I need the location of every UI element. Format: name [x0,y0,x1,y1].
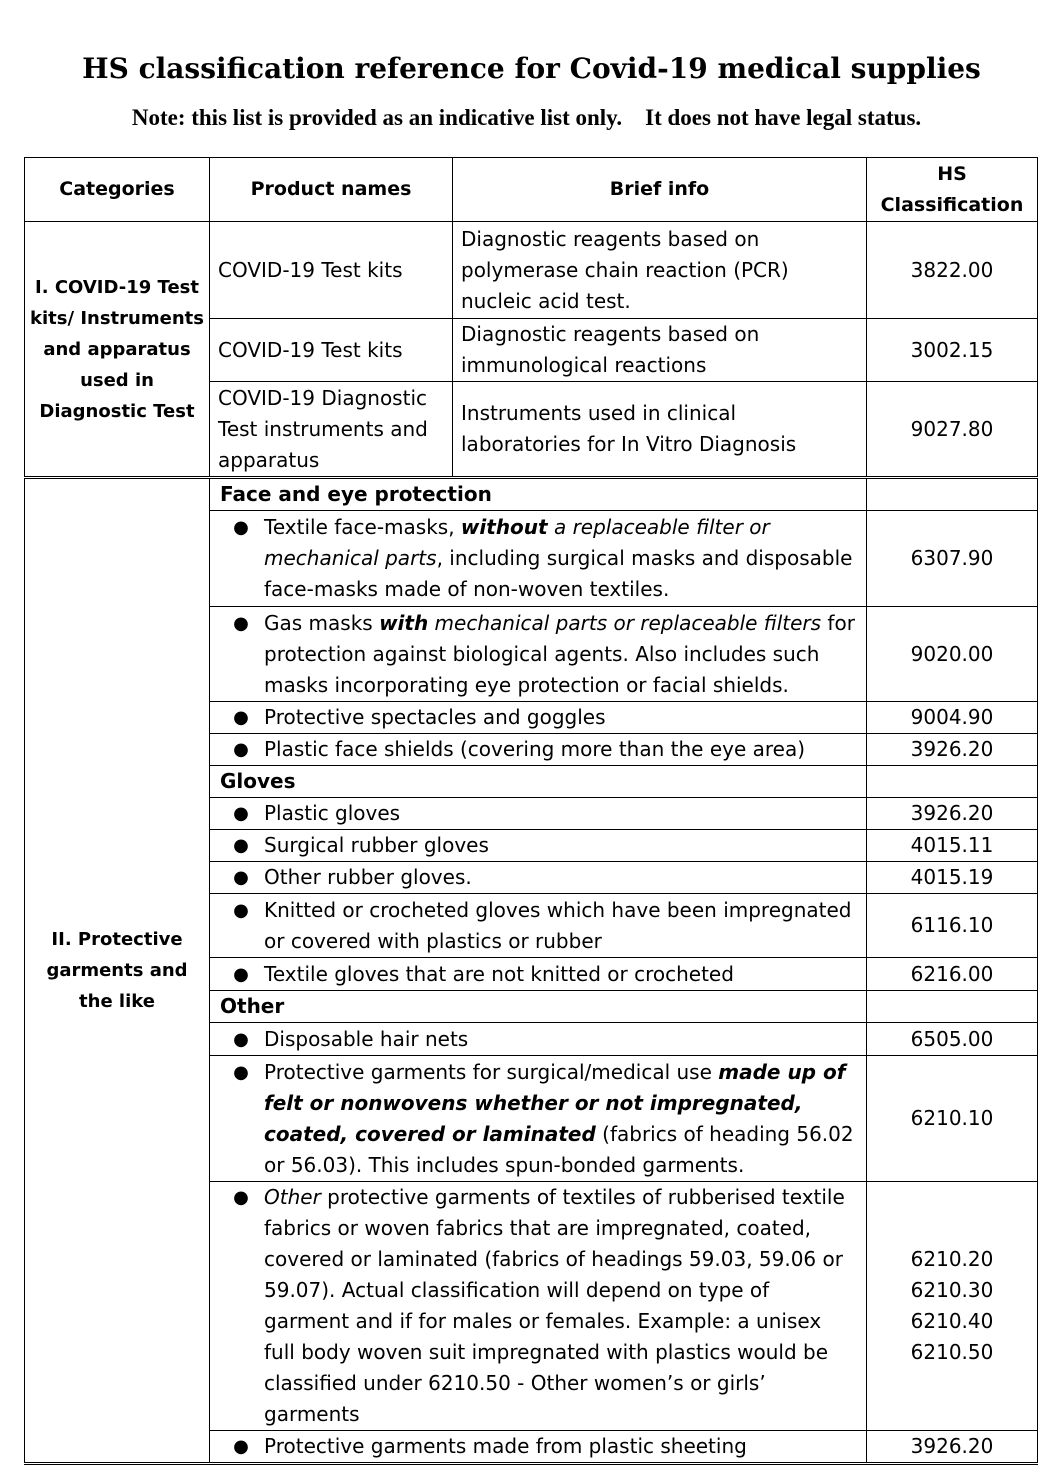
hs-code-cell-empty [867,478,1038,511]
header-brief-info: Brief info [453,158,867,222]
item-cell [210,607,867,702]
item-text: Plastic face shields (covering more than the eye area) [264,737,806,761]
hs-classification-table [24,157,1038,1465]
header-product-names: Product names [210,158,453,222]
item-text: Plastic gloves [264,801,401,825]
item-text: Disposable hair nets [264,1026,469,1051]
hs-code-cell: 3822.00 [867,222,1038,319]
hs-code-cell: 3926.20 [867,798,1038,830]
item-cell [210,798,867,830]
brief-info-cell: Diagnostic reagents based on immunological reactions [453,319,867,382]
hs-code: 6210.20 [910,1247,994,1271]
hs-code: 6210.30 [910,1278,994,1302]
hs-code-cell: 3926.20 [867,1431,1038,1464]
item-text: Other protective garments of textiles of rubberised textile fabrics or woven fabrics that are impregnated, coated, covered or laminated (fabrics of headings 59.03, 59.06 or 59.07). Actual classification will depend on type of garment and if for males or females. Example: a unisex full body woven suit impregnated with plastics would be classified under 6210.50 - Other women’s or girls’ garments [264,1185,845,1426]
hs-code-cell: 9027.80 [867,382,1038,478]
item-text: Gas masks with mechanical parts or replaceable filters for protection against biological agents. Also includes such masks incorporating eye protection or facial shields. [264,610,855,697]
bullet-icon: ● [233,867,249,888]
category-cell-1: I. COVID-19 Test kits/ Instruments and apparatus used in Diagnostic Test [25,222,210,478]
brief-info-cell: Instruments used in clinical laboratories for In Vitro Diagnosis [453,382,867,478]
header-hs-line1: HS [937,162,967,185]
item-cell [210,1056,867,1182]
section-heading-row [25,478,1038,511]
bullet-icon: ● [233,707,249,728]
bullet-icon: ● [233,1436,249,1457]
table-row [25,222,1038,319]
hs-code: 6210.40 [910,1309,994,1333]
disclaimer-note: Note: this list is provided as an indicative list only. It does not have legal status. [131,105,922,130]
bullet-icon: ● [233,1028,249,1050]
item-text: Protective garments made from plastic sheeting [264,1434,747,1458]
hs-code-cell: 9020.00 [867,607,1038,702]
bullet-icon: ● [233,739,249,760]
hs-code-cell: 3926.20 [867,734,1038,766]
product-name-cell: COVID-19 Diagnostic Test instruments and apparatus [210,382,453,478]
subsection-heading-face: Face and eye protection [210,478,867,511]
bullet-icon: ● [233,835,249,856]
hs-code-cell: 6505.00 [867,1023,1038,1056]
bullet-icon: ● [233,963,249,985]
item-text: Other rubber gloves. [264,865,472,889]
item-cell [210,1023,867,1056]
hs-code-cell: 9004.90 [867,702,1038,734]
item-cell [210,734,867,766]
subsection-heading-gloves: Gloves [210,766,867,798]
product-name-cell: COVID-19 Test kits [210,222,453,319]
item-cell [210,1431,867,1464]
item-cell [210,958,867,991]
header-hs-classification [867,158,1038,222]
hs-code-cell: 6307.90 [867,511,1038,607]
brief-info-cell: Diagnostic reagents based on polymerase chain reaction (PCR) nucleic acid test. [453,222,867,319]
item-cell [210,511,867,607]
hs-code-cell: 6216.00 [867,958,1038,991]
bullet-icon: ● [233,803,249,824]
bullet-icon: ● [233,517,249,538]
item-text: Surgical rubber gloves [264,833,489,857]
header-categories: Categories [25,158,210,222]
hs-code-cell: 4015.11 [867,830,1038,862]
item-text: Textile face-masks, without a replaceable filter or mechanical parts, including surgical masks and disposable face-masks made of non-woven textiles. [264,515,853,601]
subsection-heading-other: Other [210,991,867,1023]
item-text: Textile gloves that are not knitted or crocheted [264,961,734,986]
item-cell [210,862,867,894]
item-text: Knitted or crocheted gloves which have been impregnated or covered with plastics or rubber [264,897,852,953]
item-cell [210,1182,867,1431]
hs-code-cell-empty [867,766,1038,798]
bullet-icon: ● [233,612,249,634]
hs-code-cell: 6116.10 [867,894,1038,958]
item-cell [210,894,867,958]
document-title: HS classification reference for Covid-19 medical supplies [82,52,981,85]
hs-code-cell: 4015.19 [867,862,1038,894]
header-row [25,158,1038,222]
category-cell-2: II. Protective garments and the like [25,478,210,1464]
header-hs-line2: Classification [880,193,1024,216]
bullet-icon: ● [233,1187,249,1208]
bullet-icon: ● [233,899,249,921]
bullet-icon: ● [233,1061,249,1083]
product-name-cell: COVID-19 Test kits [210,319,453,382]
item-cell [210,830,867,862]
hs-code-cell: 6210.10 [867,1056,1038,1182]
hs-code-cell-empty [867,991,1038,1023]
item-text: Protective garments for surgical/medical use made up of felt or nonwovens whether or not impregnated, coated, covered or laminated (fabrics of heading 56.02 or 56.03). This includes spun-bonded garments. [264,1059,854,1177]
item-cell [210,702,867,734]
hs-code-cell [867,1182,1038,1431]
hs-code-cell: 3002.15 [867,319,1038,382]
item-text: Protective spectacles and goggles [264,705,606,729]
hs-code: 6210.50 [910,1340,994,1364]
